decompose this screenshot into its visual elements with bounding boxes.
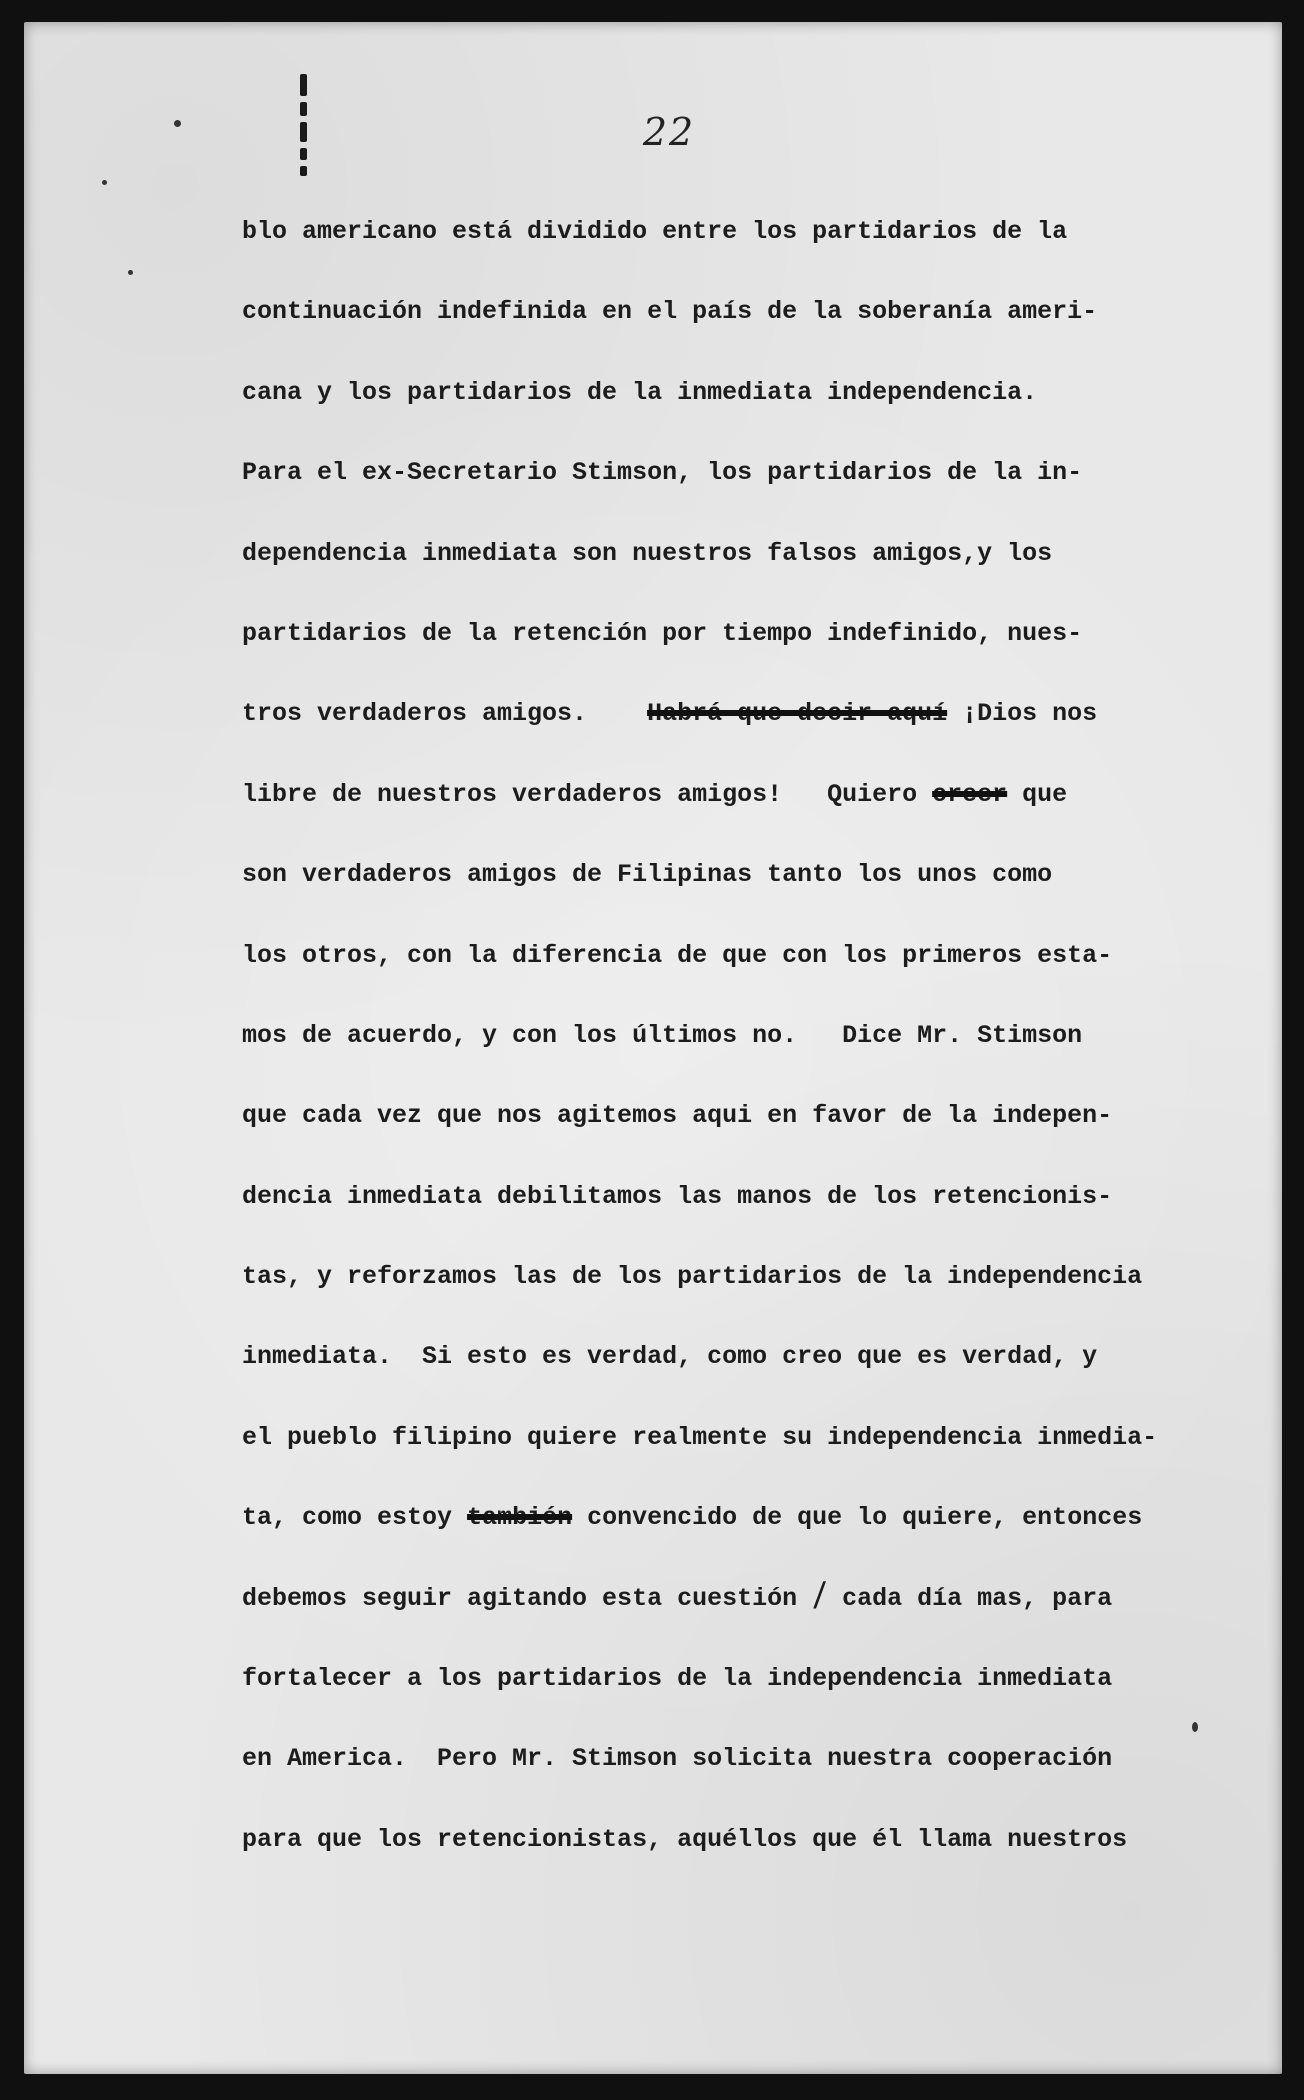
text-segment: ta, como estoy (242, 1503, 453, 1533)
struck-text: creer (932, 779, 1008, 809)
text-line (242, 692, 1212, 772)
text-segment: ¡Dios nos (962, 699, 1098, 729)
text-line: fortalecer a los partidarios de la independencia inmediata (242, 1664, 1113, 1694)
text-line: que cada vez que nos agitemos aqui en favor de la indepen- (242, 1101, 1113, 1131)
struck-text: también (467, 1503, 573, 1533)
text-line (242, 1577, 1212, 1657)
text-line: cana y los partidarios de la inmediata independencia. (242, 377, 1038, 407)
text-line: tas, y reforzamos las de los partidarios de la independencia (242, 1262, 1143, 1292)
text-segment: libre de nuestros verdaderos amigos! Quiero (242, 779, 918, 809)
struck-text: Habrá que decir aquí (647, 699, 948, 729)
document-page (24, 22, 1282, 2074)
text-segment: que (1022, 779, 1068, 809)
ink-speck (174, 120, 181, 127)
text-line: dependencia inmediata son nuestros falsos amigos,y los (242, 538, 1053, 568)
text-line: continuación indefinida en el país de la soberanía ameri- (242, 297, 1098, 327)
text-line: partidarios de la retención por tiempo indefinido, nues- (242, 618, 1083, 648)
handwritten-slash-mark: / (812, 1576, 828, 1620)
ink-speck (128, 270, 133, 275)
page-number: 22 (642, 110, 696, 154)
text-line (242, 1496, 1212, 1576)
text-line: inmediata. Si esto es verdad, como creo que es verdad, y (242, 1342, 1098, 1372)
text-segment: tros verdaderos amigos. (242, 699, 588, 729)
typed-text-body (242, 210, 1212, 1898)
text-line: son verdaderos amigos de Filipinas tanto los unos como (242, 860, 1053, 890)
text-line: en America. Pero Mr. Stimson solicita nuestra cooperación (242, 1744, 1113, 1774)
text-line: blo americano está dividido entre los partidarios de la (242, 217, 1068, 246)
text-line (242, 773, 1212, 853)
text-line: los otros, con la diferencia de que con los primeros esta- (242, 940, 1113, 970)
text-line: el pueblo filipino quiere realmente su independencia inmedia- (242, 1422, 1158, 1452)
text-line: dencia inmediata debilitamos las manos de los retencionis- (242, 1181, 1113, 1211)
text-line: mos de acuerdo, y con los últimos no. Dice Mr. Stimson (242, 1020, 1083, 1050)
ink-speck (102, 180, 107, 185)
text-segment: convencido de que lo quiere, entonces (587, 1503, 1143, 1533)
binding-hole-marks (296, 74, 310, 184)
text-line: Para el ex-Secretario Stimson, los partidarios de la in- (242, 458, 1083, 488)
text-line: para que los retencionistas, aquéllos que él llama nuestros (242, 1824, 1128, 1854)
text-segment: cada día mas, para (842, 1583, 1113, 1613)
text-segment: debemos seguir agitando esta cuestión (242, 1583, 798, 1613)
